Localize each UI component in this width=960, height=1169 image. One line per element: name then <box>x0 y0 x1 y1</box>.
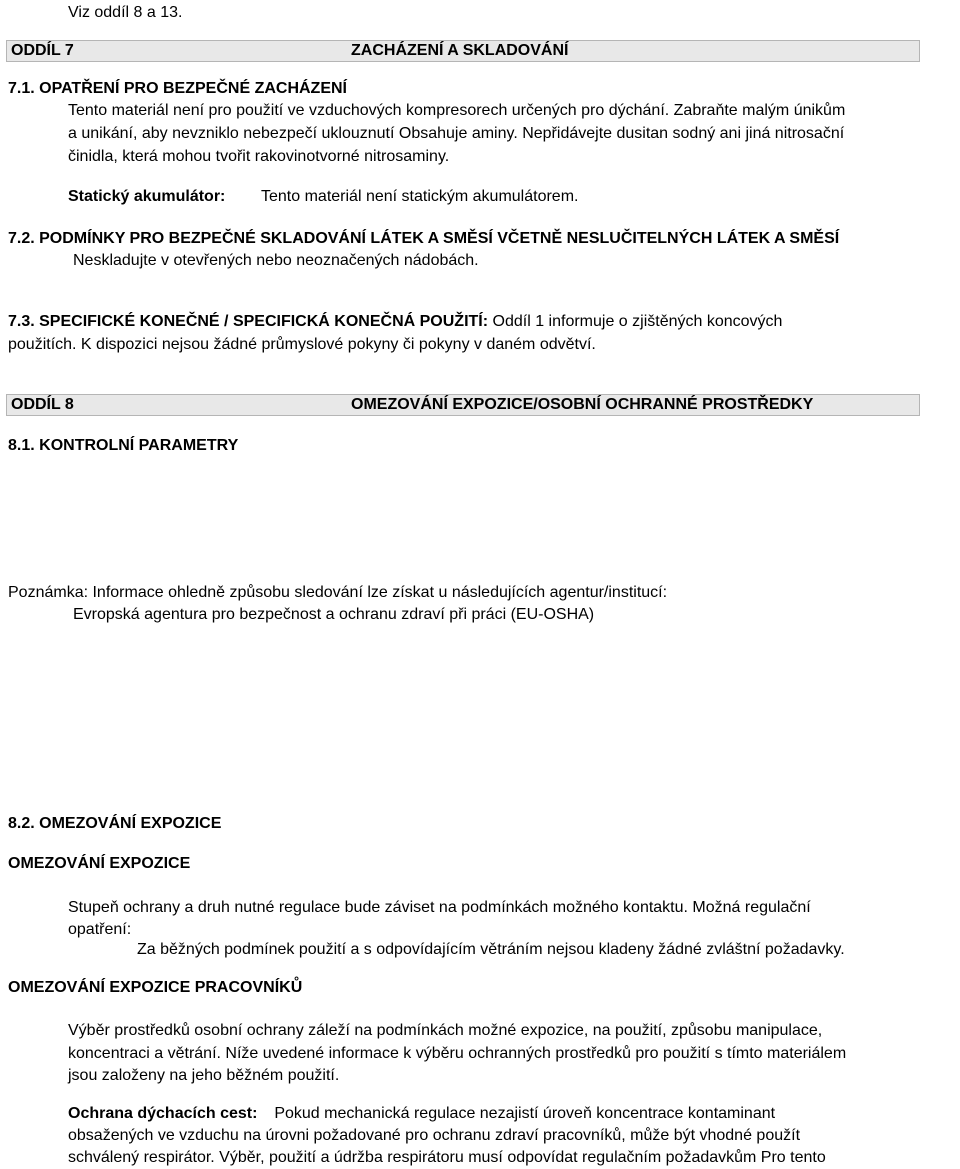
section-reference: Viz oddíl 8 a 13. <box>68 4 183 21</box>
worker-paragraph-line: jsou založeny na jeho běžném použití. <box>68 1067 340 1084</box>
heading-7-3: 7.3. SPECIFICKÉ KONEČNÉ / SPECIFICKÁ KONEČNÁ POUŽITÍ: <box>8 313 489 330</box>
exposure-paragraph-line: Stupeň ochrany a druh nutné regulace bude záviset na podmínkách možného kontaktu. Možná regulační <box>68 899 811 916</box>
section-8-title: OMEZOVÁNÍ EXPOZICE/OSOBNÍ OCHRANNÉ PROSTŘEDKY <box>351 396 814 413</box>
respiratory-line: schválený respirátor. Výběr, použití a údržba respirátoru musí odpovídat regulačním požadavkům Pro tento <box>68 1149 826 1166</box>
respiratory-line <box>68 1104 775 1124</box>
note-text: Poznámka: Informace ohledně způsobu sledování lze získat u následujících agentur/institucí: <box>8 584 668 601</box>
worker-paragraph-line: koncentraci a větrání. Níže uvedené informace k výběru ochranných prostředků pro použití s tímto materiálem <box>68 1045 847 1062</box>
worker-paragraph-line: Výběr prostředků osobní ochrany záleží na podmínkách možné expozice, na použití, způsobu manipulace, <box>68 1022 823 1039</box>
section-7-number: ODDÍL 7 <box>11 42 74 59</box>
respiratory-text: Pokud mechanická regulace nezajistí úroveň koncentrace kontaminant <box>274 1105 776 1122</box>
heading-7-1: 7.1. OPATŘENÍ PRO BEZPEČNÉ ZACHÁZENÍ <box>8 80 347 97</box>
subheading-exposure-controls: OMEZOVÁNÍ EXPOZICE <box>8 855 191 872</box>
agency-name: Evropská agentura pro bezpečnost a ochranu zdraví při práci (EU-OSHA) <box>73 606 595 623</box>
respiratory-label: Ochrana dýchacích cest: <box>68 1105 258 1122</box>
exposure-paragraph-line: opatření: <box>68 921 132 938</box>
heading-8-2: 8.2. OMEZOVÁNÍ EXPOZICE <box>8 815 222 832</box>
paragraph-7-3-line: použitích. K dispozici nejsou žádné průmyslové pokyny či pokyny v daném odvětví. <box>8 336 596 353</box>
static-accumulator-label: Statický akumulátor: <box>68 188 226 205</box>
paragraph-7-3-line <box>8 312 782 332</box>
paragraph-7-1-line: činidla, která mohou tvořit rakovinotvorné nitrosaminy. <box>68 148 450 165</box>
section-8-header <box>6 394 920 416</box>
paragraph-7-1-line: a unikání, aby nevzniklo nebezpečí uklouznutí Obsahuje aminy. Nepřidávejte dusitan sodný ani jiná nitrosační <box>68 125 845 142</box>
heading-8-1: 8.1. KONTROLNÍ PARAMETRY <box>8 437 239 454</box>
heading-7-2: 7.2. PODMÍNKY PRO BEZPEČNÉ SKLADOVÁNÍ LÁTEK A SMĚSÍ VČETNĚ NESLUČITELNÝCH LÁTEK A SMĚSÍ <box>8 230 840 247</box>
section-7-title: ZACHÁZENÍ A SKLADOVÁNÍ <box>351 42 569 59</box>
exposure-paragraph-line: Za běžných podmínek použití a s odpovídajícím větráním nejsou kladeny žádné zvláštní požadavky. <box>137 941 845 958</box>
paragraph-7-2: Neskladujte v otevřených nebo neoznačených nádobách. <box>73 252 479 269</box>
paragraph-7-3-text: Oddíl 1 informuje o zjištěných koncových <box>492 313 783 330</box>
subheading-worker-exposure: OMEZOVÁNÍ EXPOZICE PRACOVNÍKŮ <box>8 979 303 996</box>
static-accumulator-value: Tento materiál není statickým akumulátorem. <box>261 188 579 205</box>
section-8-number: ODDÍL 8 <box>11 396 74 413</box>
respiratory-line: obsažených ve vzduchu na úrovni požadované pro ochranu zdraví pracovníků, může být vhodné použít <box>68 1127 801 1144</box>
paragraph-7-1-line: Tento materiál není pro použití ve vzduchových kompresorech určených pro dýchání. Zabraňte malým únikům <box>68 102 846 119</box>
section-7-header <box>6 40 920 62</box>
